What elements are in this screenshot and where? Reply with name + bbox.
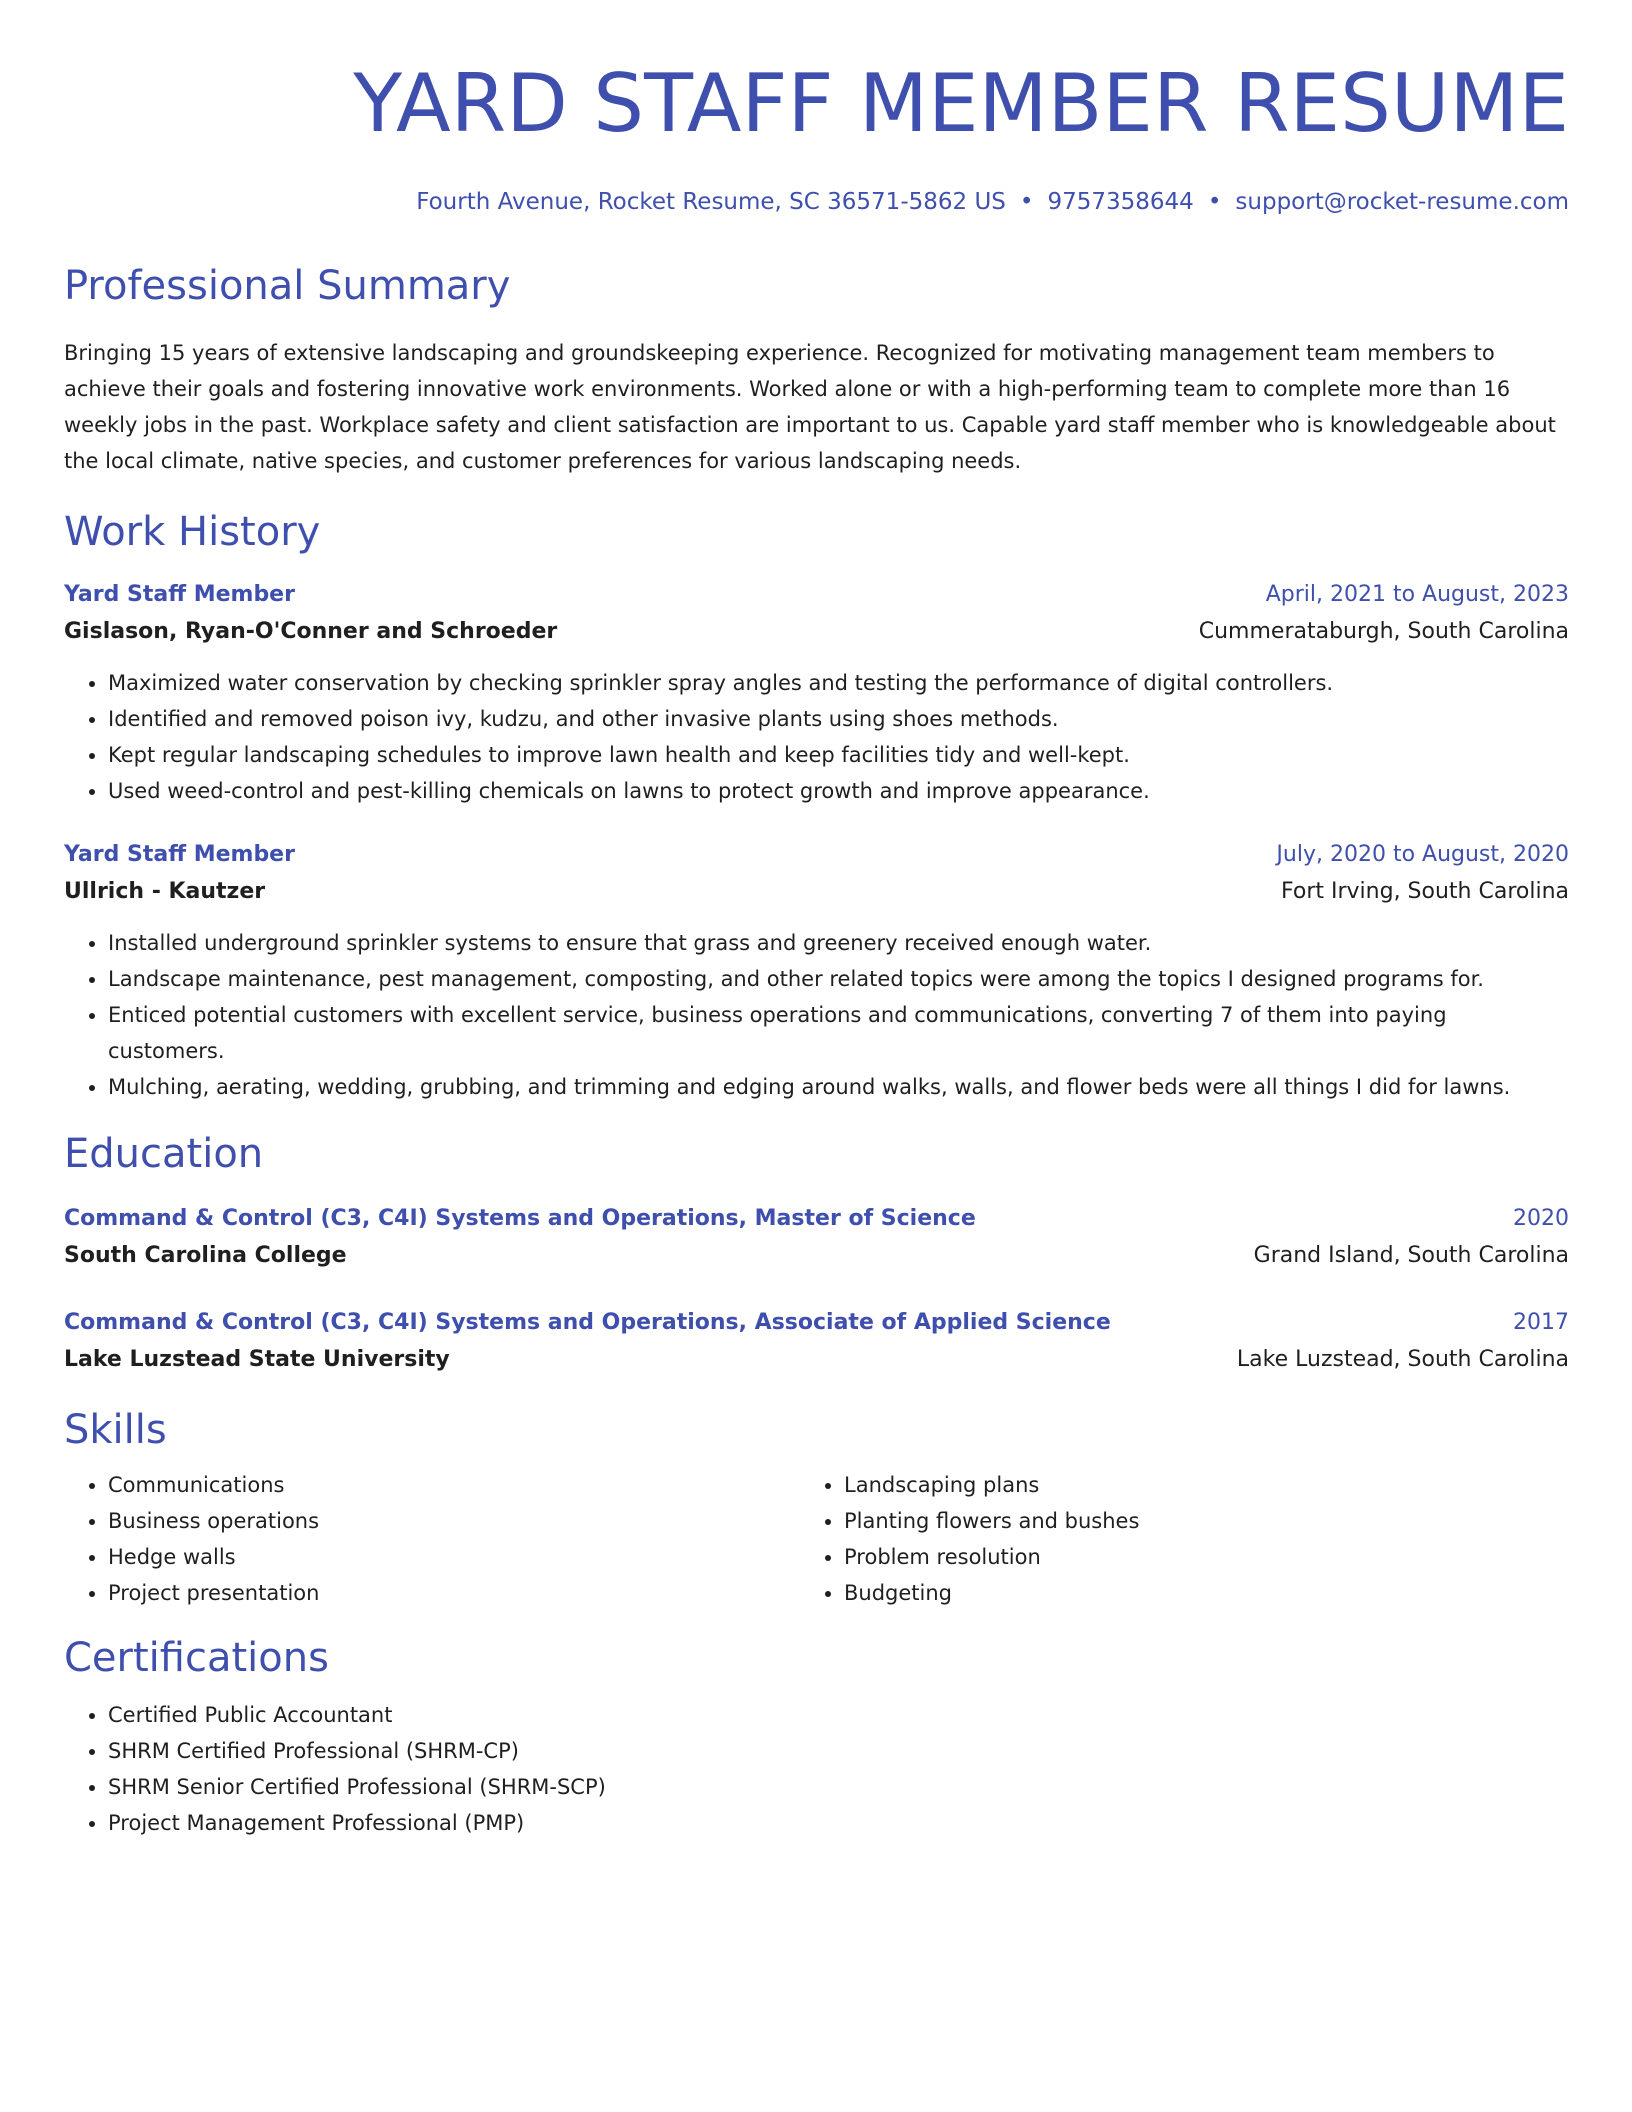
education-entry xyxy=(64,1201,1569,1275)
work-history-heading: Work History xyxy=(64,509,321,555)
resume-header xyxy=(64,56,1569,217)
certification-item: • Certified Public Accountant xyxy=(108,1697,1569,1733)
education-location: Grand Island, South Carolina xyxy=(1253,1243,1569,1268)
skill-item: • Budgeting xyxy=(844,1575,1536,1611)
skills-grid xyxy=(64,1467,1569,1611)
summary-heading: Professional Summary xyxy=(64,263,511,309)
job-location: Cummerataburgh, South Carolina xyxy=(1198,619,1569,644)
education-degree-row xyxy=(64,1305,1569,1341)
summary-text: Bringing 15 years of extensive landscaping and groundskeeping experience. Recognized for motivating management team members to achieve their goals and fostering innovative work environments. Worked alone or with a high-performing team to complete more than 16 weekly jobs in the past. Workplace safety and client satisfaction are important to us. Capable yard staff member who is knowledgeable about the local climate, native species, and customer preferences for various landscaping needs. xyxy=(64,341,1556,473)
contact-separator: • xyxy=(1019,189,1034,215)
certifications-list xyxy=(64,1697,1569,1841)
education-degree-row xyxy=(64,1201,1569,1237)
certification-item: • SHRM Senior Certified Professional (SHRM-SCP) xyxy=(108,1769,1569,1805)
education-school: South Carolina College xyxy=(64,1243,347,1268)
skill-item: • Communications xyxy=(108,1467,800,1503)
job-title-row xyxy=(64,577,1569,613)
job-bullet: • Kept regular landscaping schedules to improve lawn health and keep facilities tidy and well-kept. xyxy=(108,737,1569,773)
skill-item: • Hedge walls xyxy=(108,1539,800,1575)
education-school-row xyxy=(64,1237,1569,1275)
job-bullets xyxy=(64,925,1569,1105)
certification-item: • Project Management Professional (PMP) xyxy=(108,1805,1569,1841)
job-company: Gislason, Ryan-O'Conner and Schroeder xyxy=(64,619,558,644)
contact-email[interactable]: support@rocket-resume.com xyxy=(1235,189,1569,215)
job-location: Fort Irving, South Carolina xyxy=(1281,879,1569,904)
education-degree: Command & Control (C3, C4I) Systems and Operations, Associate of Applied Science xyxy=(64,1310,1111,1335)
education-school-row xyxy=(64,1341,1569,1379)
job-bullet: • Mulching, aerating, wedding, grubbing, and trimming and edging around walks, walls, and flower beds were all things I did for lawns. xyxy=(108,1069,1569,1105)
job-company-row xyxy=(64,613,1569,651)
job-entry xyxy=(64,577,1569,809)
job-dates: April, 2021 to August, 2023 xyxy=(1265,582,1569,607)
job-dates: July, 2020 to August, 2020 xyxy=(1276,842,1569,867)
job-bullet: • Landscape maintenance, pest management, composting, and other related topics were among the topics I designed programs for. xyxy=(108,961,1569,997)
education-heading: Education xyxy=(64,1131,264,1177)
contact-phone: 9757358644 xyxy=(1047,189,1194,215)
job-title: Yard Staff Member xyxy=(64,582,295,607)
skills-list xyxy=(800,1467,1536,1611)
job-title: Yard Staff Member xyxy=(64,842,295,867)
job-company-row xyxy=(64,873,1569,911)
contact-line xyxy=(64,187,1569,217)
education-entry xyxy=(64,1305,1569,1379)
education-year: 2017 xyxy=(1513,1310,1569,1335)
skill-item: • Landscaping plans xyxy=(844,1467,1536,1503)
contact-separator: • xyxy=(1207,189,1222,215)
job-company: Ullrich - Kautzer xyxy=(64,879,266,904)
job-bullet: • Identified and removed poison ivy, kudzu, and other invasive plants using shoes methods. xyxy=(108,701,1569,737)
skills-column-right xyxy=(800,1467,1536,1611)
education-degree: Command & Control (C3, C4I) Systems and Operations, Master of Science xyxy=(64,1206,976,1231)
skills-heading: Skills xyxy=(64,1407,167,1453)
job-bullet: • Maximized water conservation by checking sprinkler spray angles and testing the performance of digital controllers. xyxy=(108,665,1569,701)
skills-list xyxy=(64,1467,800,1611)
skills-column-left xyxy=(64,1467,800,1611)
resume-title: YARD STAFF MEMBER RESUME xyxy=(353,57,1569,150)
job-entry xyxy=(64,837,1569,1105)
certifications-heading: Certifications xyxy=(64,1635,329,1681)
education-year: 2020 xyxy=(1513,1206,1569,1231)
job-title-row xyxy=(64,837,1569,873)
skill-item: • Project presentation xyxy=(108,1575,800,1611)
skill-item: • Problem resolution xyxy=(844,1539,1536,1575)
skill-item: • Business operations xyxy=(108,1503,800,1539)
job-bullet: • Used weed-control and pest-killing chemicals on lawns to protect growth and improve appearance. xyxy=(108,773,1569,809)
certification-item: • SHRM Certified Professional (SHRM-CP) xyxy=(108,1733,1569,1769)
education-school: Lake Luzstead State University xyxy=(64,1347,450,1372)
job-bullets xyxy=(64,665,1569,809)
job-bullet: • Enticed potential customers with excellent service, business operations and communications, converting 7 of them into paying customers. xyxy=(108,997,1569,1069)
skill-item: • Planting flowers and bushes xyxy=(844,1503,1536,1539)
contact-address: Fourth Avenue, Rocket Resume, SC 36571-5862 US xyxy=(416,189,1006,215)
education-location: Lake Luzstead, South Carolina xyxy=(1236,1347,1569,1372)
job-bullet: • Installed underground sprinkler systems to ensure that grass and greenery received enough water. xyxy=(108,925,1569,961)
